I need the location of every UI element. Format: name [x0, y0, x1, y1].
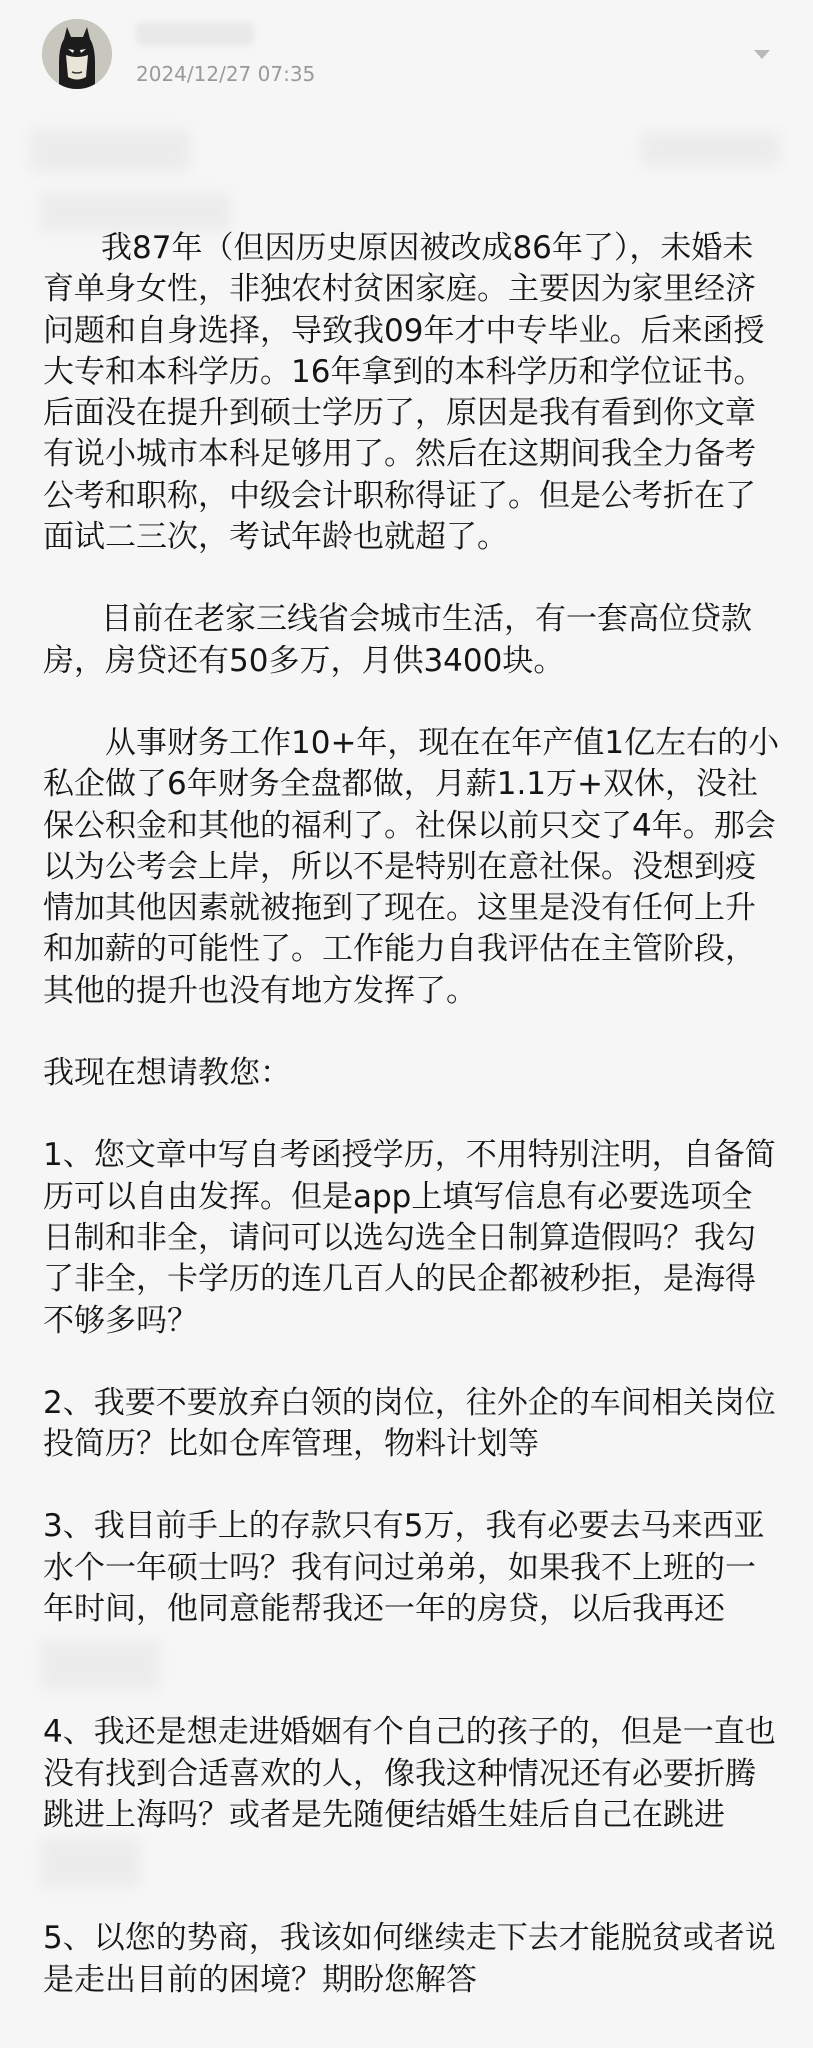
post-timestamp: 2024/12/27 07:35: [136, 62, 316, 86]
paragraph-ask: 我现在想请教您：: [43, 1055, 291, 1092]
question-1: 1、您文章中写自考函授学历，不用特别注明，自备简历可以自由发挥。但是app上填写信息有必要选项全日制和非全，请问可以选勾选全日制算造假吗？我勾了非全，卡学历的连几百人的民企都被秒拒，是海得不够多吗？: [43, 1137, 776, 1339]
post-header: [0, 0, 813, 110]
user-avatar[interactable]: [42, 19, 112, 89]
batman-avatar-icon: [42, 19, 112, 89]
post-menu-button[interactable]: [752, 46, 772, 60]
question-3: 3、我目前手上的存款只有5万，我有必要去马来西亚水个一年硕士吗？我有问过弟弟，如果我不上班的一年时间，他同意能帮我还一年的房贷，以后我再还: [43, 1508, 765, 1628]
paragraph-living: 目前在老家三线省会城市生活，有一套高位贷款房，房贷还有50多万，月供3400块。: [43, 601, 752, 679]
question-2: 2、我要不要放弃白领的岗位，往外企的车间相关岗位投简历？比如仓库管理，物料计划等: [43, 1384, 776, 1463]
question-4: 4、我还是想走进婚姻有个自己的孩子的，但是一直也没有找到合适喜欢的人，像我这种情况还有必要折腾跳进上海吗？或者是先随便结婚生娃后自己在跳进: [43, 1714, 776, 1833]
blurred-region: [40, 192, 230, 232]
blurred-region: [640, 132, 780, 166]
question-5: 5、以您的势商，我该如何继续走下去才能脱贫或者说是走出目前的困境？期盼您解答: [43, 1920, 776, 1998]
blurred-region: [30, 128, 190, 172]
paragraph-intro: 我87年（但因历史原因被改成86年了），未婚未育单身女性，非独农村贫困家庭。主要因为家里经济问题和自身选择，导致我09年才中专毕业。后来函授大专和本科学历。16年拿到的本科学历和学位证书。后面没在提升到硕士学历了，原因是我有看到你文章有说小城市本科足够用了。然后在这期间我全力备考公考和职称，中级会计职称得证了。但是公考折在了面试二三次，考试年龄也就超了。: [43, 230, 765, 556]
post-body: [43, 228, 783, 2001]
chevron-down-icon: [752, 47, 772, 61]
paragraph-work: 从事财务工作10+年，现在在年产值1亿左右的小私企做了6年财务全盘都做，月薪1.1万+双休，没社保公积金和其他的福利了。社保以前只交了4年。那会以为公考会上岸，所以不是特别在意社保。没想到疫情加其他因素就被拖到了现在。这里是没有任何上升和加薪的可能性了。工作能力自我评估在主管阶段，其他的提升也没有地方发挥了。: [43, 724, 780, 1009]
username-blurred: [136, 22, 254, 46]
